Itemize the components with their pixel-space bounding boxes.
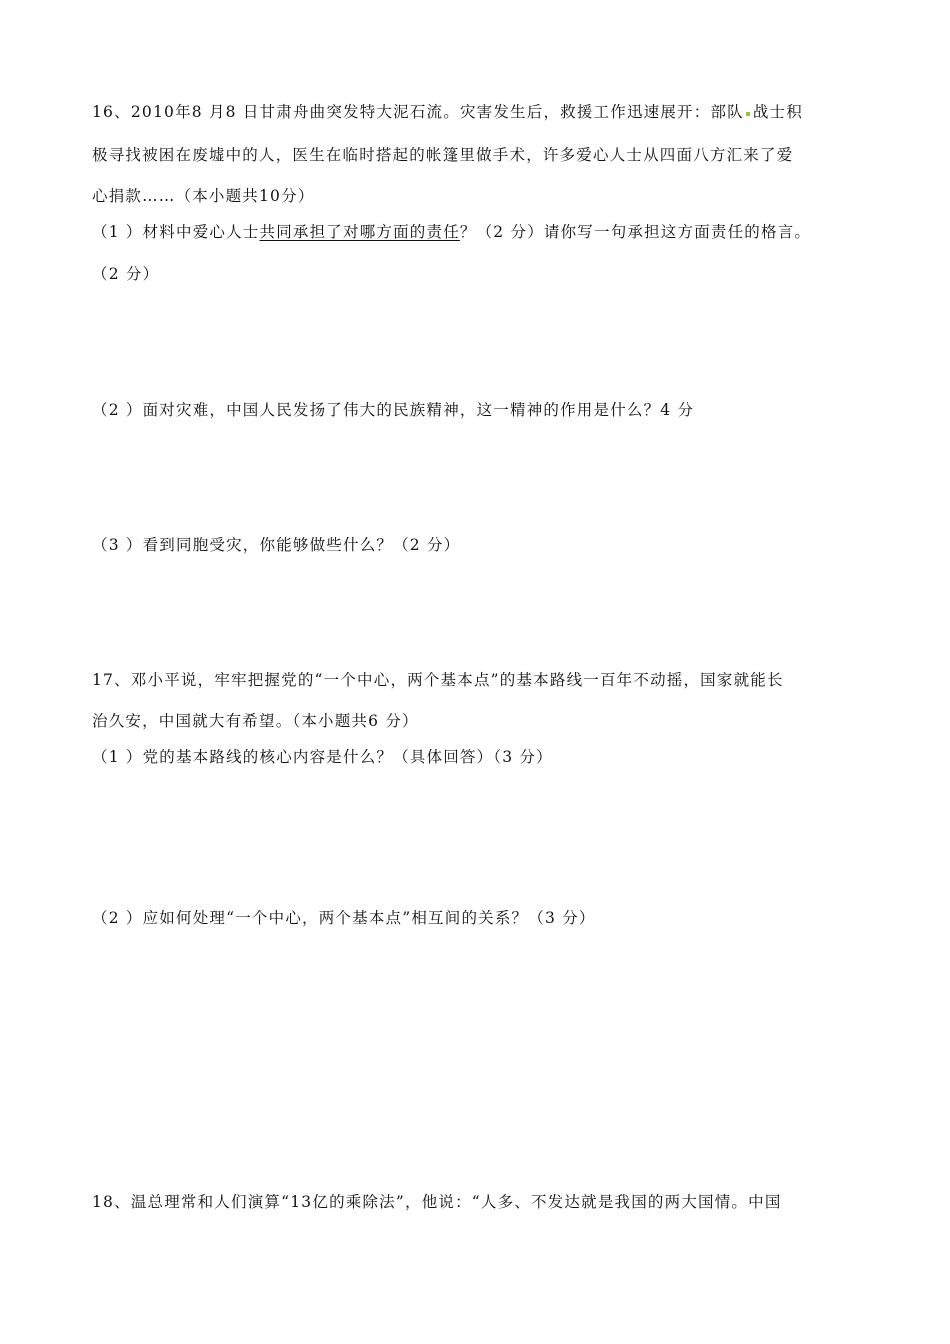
q16-subquestion-3: （3 ）看到同胞受灾，你能够做些什么？（2 分） [92, 536, 461, 554]
q16-stem-line-1: 16、2010年8 月8 日甘肃舟曲突发特大泥石流。灾害发生后，救援工作迅速展开：部队 战士积 [92, 103, 803, 121]
q16-stem-line-2: 极寻找被困在废墟中的人，医生在临时搭起的帐篷里做手术，许多爱心人士从四面八方汇来了爱 [92, 146, 794, 164]
q18-stem-line-1: 18、温总理常和人们演算“13亿的乘除法”，他说：“人多、不发达就是我国的两大国情。中国 [92, 1193, 782, 1211]
q16-subquestion-2: （2 ）面对灾难，中国人民发扬了伟大的民族精神，这一精神的作用是什么？4 分 [92, 401, 695, 419]
q16-subquestion-1: （1 ）材料中爱心人士共同承担了对哪方面的责任？（2 分）请你写一句承担这方面责任的格言。 [92, 223, 812, 241]
q17-subquestion-2: （2 ）应如何处理“一个中心，两个基本点”相互间的关系？（3 分） [92, 909, 596, 927]
q17-stem-line-1: 17、邓小平说，牢牢把握党的“一个中心，两个基本点”的基本路线一百年不动摇，国家就能长 [92, 671, 784, 689]
q17-stem-line-2: 治久安，中国就大有希望。（本小题共6 分） [92, 712, 419, 730]
q16-stem-line-3: 心捐款……（本小题共10分） [92, 187, 315, 205]
underlined-text: 共同承担了对哪方面的责任 [259, 223, 460, 241]
q16-subquestion-1-score: （2 分） [92, 265, 160, 283]
q17-subquestion-1: （1 ）党的基本路线的核心内容是什么？（具体回答）（3 分） [92, 748, 553, 766]
highlight-mark [746, 112, 750, 116]
